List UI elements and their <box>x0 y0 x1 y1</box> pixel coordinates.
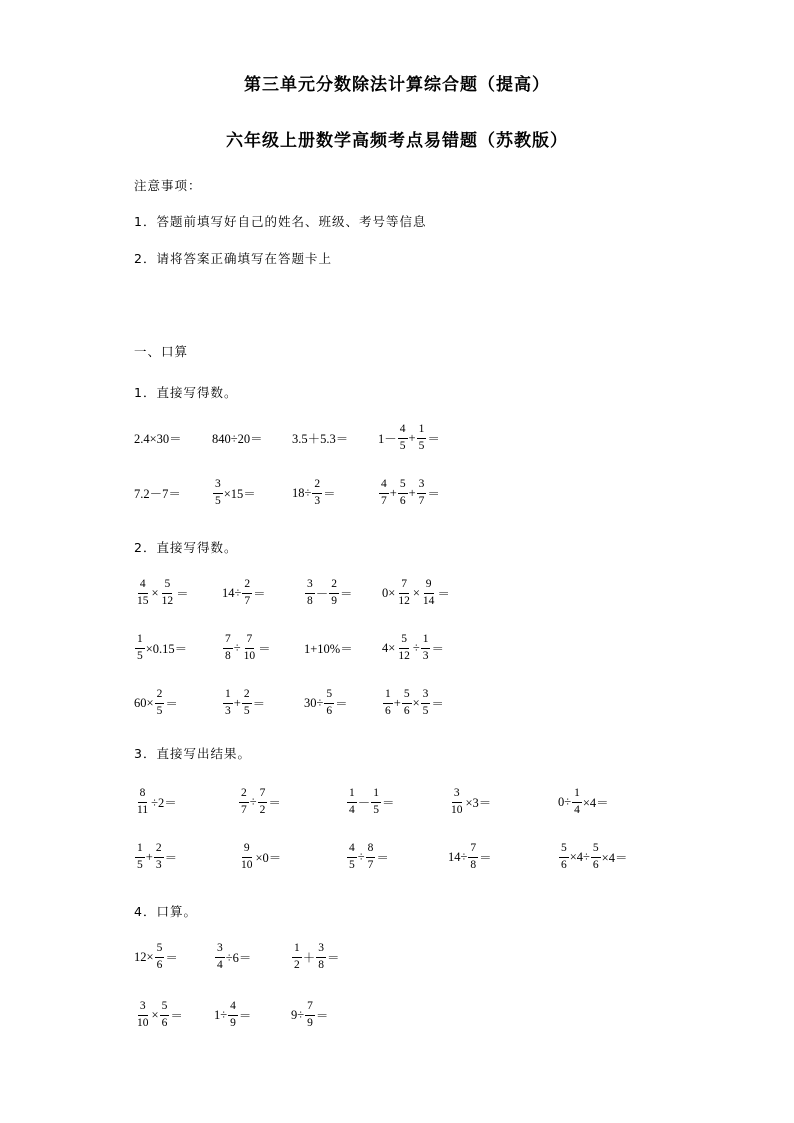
fraction-numerator: 1 <box>383 689 393 704</box>
fraction-numerator: 2 <box>154 843 164 858</box>
expression-text: × <box>412 695 420 710</box>
fraction <box>242 689 252 717</box>
math-expression <box>292 479 336 507</box>
fraction-numerator: 4 <box>379 479 389 494</box>
expression-text: ＋ <box>302 951 316 965</box>
expression-text: + <box>233 695 241 710</box>
fraction-numerator: 3 <box>138 1001 148 1016</box>
fraction <box>305 1001 315 1029</box>
fraction-numerator: 5 <box>162 579 172 594</box>
fraction-numerator: 3 <box>421 689 431 704</box>
fraction-denominator: 6 <box>592 858 599 871</box>
fraction-denominator: 8 <box>307 594 313 607</box>
expression-text: 9÷ <box>291 1007 305 1022</box>
math-expression <box>304 689 348 717</box>
page-title: 第三单元分数除法计算综合题（提高） <box>244 75 550 95</box>
fraction-denominator: 11 <box>137 803 149 816</box>
math-expression <box>134 634 187 662</box>
fraction <box>559 843 569 871</box>
expression-text: ×0.15＝ <box>145 642 188 656</box>
fraction-numerator: 8 <box>366 843 376 858</box>
question-title: 2．直接写得数。 <box>134 540 238 555</box>
fraction <box>396 634 412 662</box>
expression-text: ＝ <box>431 642 444 656</box>
expression-text: ＝ <box>479 851 492 865</box>
math-expression <box>558 788 609 816</box>
math-expression <box>238 788 281 816</box>
note-item: 2．请将答案正确填写在答题卡上 <box>134 251 332 266</box>
fraction-denominator: 5 <box>349 858 355 871</box>
expression-text: ＝ <box>427 432 440 446</box>
math-expression <box>346 843 389 871</box>
fraction-numerator: 5 <box>160 1001 170 1016</box>
expression-text: ＝ <box>165 697 178 711</box>
expression-text: ×4＝ <box>582 796 609 810</box>
expression-text: × <box>151 1007 159 1022</box>
expression-text: ÷ <box>357 849 365 864</box>
expression-text: 30÷ <box>304 695 324 710</box>
expression-text: ＝ <box>164 851 178 865</box>
fraction-denominator: 8 <box>318 958 325 971</box>
fraction-denominator: 7 <box>367 858 374 871</box>
expression-text: ×3＝ <box>465 796 492 810</box>
fraction-numerator: 3 <box>215 943 225 958</box>
fraction-denominator: 2 <box>259 803 266 816</box>
fraction-denominator: 3 <box>225 704 231 717</box>
fraction <box>305 579 315 607</box>
fraction-numerator: 5 <box>591 843 601 858</box>
math-expression <box>292 429 348 447</box>
math-expression <box>134 1001 183 1029</box>
fraction-denominator: 12 <box>398 594 410 607</box>
fraction-denominator: 5 <box>215 494 221 507</box>
fraction-denominator: 6 <box>326 704 333 717</box>
fraction <box>468 843 478 871</box>
expression-text: + <box>389 485 397 500</box>
math-expression <box>222 689 265 717</box>
math-expression <box>214 943 251 971</box>
fraction <box>316 943 326 971</box>
math-expression <box>378 479 440 507</box>
fraction <box>154 843 164 871</box>
expression-text: ÷6＝ <box>225 951 252 965</box>
expression-text: ×15＝ <box>223 487 256 501</box>
fraction-numerator: 7 <box>468 843 478 858</box>
math-expression <box>382 634 444 662</box>
math-expression <box>346 788 395 816</box>
expression-text: 0× <box>382 585 396 600</box>
fraction-denominator: 12 <box>161 594 174 607</box>
fraction-denominator: 6 <box>561 858 567 871</box>
math-expression <box>134 484 181 502</box>
fraction-numerator: 7 <box>245 634 255 649</box>
fraction-denominator: 7 <box>244 594 251 607</box>
fraction-numerator: 2 <box>155 689 165 704</box>
fraction-denominator: 6 <box>156 958 163 971</box>
expression-text: ×4＝ <box>601 851 628 865</box>
fraction-numerator: 8 <box>138 788 148 803</box>
expression-text: ×0＝ <box>255 851 282 865</box>
expression-text: 7.2－7＝ <box>134 487 181 501</box>
math-expression <box>304 579 353 607</box>
fraction-denominator: 5 <box>373 803 380 816</box>
fraction <box>228 1001 238 1029</box>
expression-text: ＝ <box>258 642 271 656</box>
math-expression <box>448 788 491 816</box>
fraction <box>329 579 339 607</box>
fraction-denominator: 3 <box>314 494 321 507</box>
fraction-numerator: 1 <box>421 634 431 649</box>
fraction <box>417 479 427 507</box>
expression-text: ＝ <box>170 1009 183 1023</box>
fraction-denominator: 7 <box>381 494 387 507</box>
expression-text: 12× <box>134 949 154 964</box>
expression-text: 2.4×30＝ <box>134 432 182 446</box>
fraction-numerator: 3 <box>316 943 326 958</box>
expression-text: + <box>393 695 401 710</box>
expression-text: 60× <box>134 695 154 710</box>
fraction <box>155 689 165 717</box>
fraction-numerator: 3 <box>305 579 315 594</box>
fraction-numerator: 3 <box>213 479 223 494</box>
page-subtitle: 六年级上册数学高频考点易错题（苏教版） <box>226 131 568 151</box>
expression-text: ＝ <box>431 697 444 711</box>
fraction-numerator: 4 <box>228 1001 238 1016</box>
expression-text: 1÷ <box>214 1007 228 1022</box>
math-expression <box>212 429 263 447</box>
fraction-denominator: 6 <box>403 704 410 717</box>
fraction <box>312 479 322 507</box>
fraction-denominator: 8 <box>225 649 231 662</box>
fraction <box>379 479 389 507</box>
fraction-denominator: 6 <box>385 704 391 717</box>
expression-text: 0÷ <box>558 794 572 809</box>
fraction <box>135 788 150 816</box>
expression-text: 14÷ <box>222 585 242 600</box>
fraction <box>421 579 437 607</box>
expression-text: ＝ <box>376 851 389 865</box>
math-expression <box>304 639 353 657</box>
fraction-denominator: 5 <box>422 704 429 717</box>
fraction-denominator: 2 <box>294 958 300 971</box>
math-expression <box>134 843 177 871</box>
expression-text: 1+10%＝ <box>304 642 353 656</box>
fraction-denominator: 15 <box>137 594 149 607</box>
fraction-numerator: 2 <box>329 579 339 594</box>
fraction <box>396 579 412 607</box>
expression-text: + <box>145 849 153 864</box>
expression-text: － <box>315 587 329 601</box>
expression-text: ＝ <box>437 587 450 601</box>
fraction <box>371 788 381 816</box>
fraction-numerator: 5 <box>399 634 409 649</box>
fraction <box>135 843 145 871</box>
fraction-numerator: 5 <box>398 479 408 494</box>
fraction-denominator: 3 <box>422 649 429 662</box>
fraction-numerator: 2 <box>312 479 322 494</box>
expression-text: ÷2＝ <box>151 796 177 810</box>
fraction <box>421 689 431 717</box>
fraction-numerator: 9 <box>242 843 252 858</box>
fraction-numerator: 5 <box>402 689 412 704</box>
math-expression <box>134 943 178 971</box>
expression-text: ＝ <box>238 1009 252 1023</box>
fraction-numerator: 3 <box>452 788 462 803</box>
fraction <box>591 843 601 871</box>
math-expression <box>222 579 266 607</box>
expression-text: ÷ <box>233 640 241 655</box>
fraction <box>155 943 165 971</box>
expression-text: ＝ <box>176 587 189 601</box>
expression-text: 4× <box>382 640 396 655</box>
fraction-denominator: 12 <box>398 649 410 662</box>
fraction-numerator: 1 <box>135 843 145 858</box>
expression-text: ＝ <box>382 796 395 810</box>
fraction-denominator: 10 <box>241 858 253 871</box>
fraction-denominator: 8 <box>470 858 477 871</box>
fraction-numerator: 1 <box>347 788 357 803</box>
math-expression <box>134 788 177 816</box>
fraction-denominator: 9 <box>307 1016 313 1029</box>
fraction-denominator: 5 <box>243 704 250 717</box>
fraction <box>223 689 233 717</box>
fraction-numerator: 4 <box>347 843 357 858</box>
expression-text: ＝ <box>165 951 178 965</box>
fraction <box>347 788 357 816</box>
fraction-numerator: 1 <box>292 943 302 958</box>
math-expression <box>134 579 189 607</box>
expression-text: ＝ <box>340 587 353 601</box>
fraction <box>347 843 357 871</box>
math-expression <box>448 843 492 871</box>
fraction <box>398 424 408 452</box>
fraction <box>449 788 465 816</box>
fraction-numerator: 1 <box>223 689 233 704</box>
fraction <box>383 689 393 717</box>
math-expression <box>134 429 182 447</box>
fraction-denominator: 7 <box>241 803 247 816</box>
expression-text: 1－ <box>378 432 397 446</box>
expression-text: ＝ <box>253 587 266 601</box>
expression-text: － <box>357 796 371 810</box>
question-title: 3．直接写出结果。 <box>134 746 251 761</box>
fraction-denominator: 10 <box>451 803 463 816</box>
fraction-numerator: 7 <box>399 579 409 594</box>
fraction-numerator: 7 <box>258 788 268 803</box>
expression-text: 14÷ <box>448 849 468 864</box>
fraction-denominator: 3 <box>155 858 162 871</box>
fraction-denominator: 6 <box>161 1016 168 1029</box>
fraction-numerator: 5 <box>324 689 334 704</box>
fraction-numerator: 2 <box>239 788 249 803</box>
math-expression <box>382 689 444 717</box>
expression-text: ＝ <box>315 1009 329 1023</box>
fraction-denominator: 5 <box>418 439 425 452</box>
fraction-numerator: 5 <box>559 843 569 858</box>
fraction-numerator: 7 <box>223 634 233 649</box>
fraction-numerator: 1 <box>135 634 145 649</box>
fraction-numerator: 1 <box>572 788 582 803</box>
fraction <box>402 689 412 717</box>
fraction-denominator: 10 <box>137 1016 149 1029</box>
fraction-denominator: 10 <box>243 649 256 662</box>
expression-text: 3.5＋5.3＝ <box>292 432 349 446</box>
question-title: 1．直接写得数。 <box>134 385 238 400</box>
fraction <box>213 479 223 507</box>
fraction <box>160 579 176 607</box>
fraction-numerator: 1 <box>417 424 427 439</box>
expression-text: ＝ <box>327 951 340 965</box>
expression-text: + <box>408 430 416 445</box>
fraction-denominator: 14 <box>422 594 435 607</box>
fraction-numerator: 7 <box>305 1001 315 1016</box>
math-expression <box>291 1001 328 1029</box>
fraction <box>160 1001 170 1029</box>
expression-text: × <box>151 585 159 600</box>
fraction <box>324 689 334 717</box>
fraction-numerator: 5 <box>155 943 165 958</box>
fraction <box>417 424 427 452</box>
fraction <box>366 843 376 871</box>
fraction <box>292 943 302 971</box>
fraction-numerator: 2 <box>242 579 252 594</box>
fraction-numerator: 4 <box>398 424 408 439</box>
notes-label: 注意事项： <box>134 178 202 193</box>
fraction-numerator: 9 <box>424 579 434 594</box>
math-expression <box>222 634 271 662</box>
fraction-denominator: 5 <box>137 649 143 662</box>
expression-text: 18÷ <box>292 485 312 500</box>
fraction-denominator: 6 <box>399 494 406 507</box>
fraction-numerator: 3 <box>417 479 427 494</box>
note-item: 1．答题前填写好自己的姓名、班级、考号等信息 <box>134 214 427 229</box>
expression-text: ×4÷ <box>569 849 590 864</box>
fraction-numerator: 4 <box>138 579 148 594</box>
fraction <box>242 634 258 662</box>
fraction-denominator: 4 <box>217 958 223 971</box>
fraction <box>398 479 408 507</box>
expression-text: ÷ <box>249 794 257 809</box>
fraction <box>239 788 249 816</box>
expression-text: ＝ <box>268 796 281 810</box>
expression-text: ÷ <box>412 640 420 655</box>
fraction-denominator: 5 <box>137 858 143 871</box>
fraction-numerator: 2 <box>242 689 252 704</box>
fraction <box>135 579 151 607</box>
fraction-denominator: 5 <box>399 439 406 452</box>
section-heading: 一、口算 <box>134 344 189 359</box>
fraction <box>239 843 255 871</box>
math-expression <box>214 1001 251 1029</box>
expression-text: ＝ <box>335 697 348 711</box>
fraction-denominator: 4 <box>574 803 580 816</box>
expression-text: ＝ <box>427 487 440 501</box>
fraction <box>258 788 268 816</box>
fraction <box>242 579 252 607</box>
expression-text: + <box>408 485 416 500</box>
math-expression <box>238 843 281 871</box>
fraction-denominator: 5 <box>156 704 163 717</box>
fraction <box>421 634 431 662</box>
fraction <box>215 943 225 971</box>
fraction-denominator: 9 <box>230 1016 236 1029</box>
math-expression <box>212 479 256 507</box>
math-expression <box>291 943 340 971</box>
fraction-denominator: 7 <box>418 494 425 507</box>
fraction-denominator: 4 <box>349 803 355 816</box>
fraction <box>135 634 145 662</box>
fraction-denominator: 9 <box>331 594 338 607</box>
fraction-numerator: 1 <box>371 788 381 803</box>
math-expression <box>134 689 178 717</box>
math-expression <box>378 424 440 452</box>
expression-text: × <box>412 585 420 600</box>
question-title: 4．口算。 <box>134 904 197 919</box>
math-expression <box>558 843 627 871</box>
fraction <box>135 1001 151 1029</box>
fraction <box>572 788 582 816</box>
expression-text: 840÷20＝ <box>212 432 263 446</box>
fraction <box>223 634 233 662</box>
math-expression <box>382 579 450 607</box>
expression-text: ＝ <box>323 487 336 501</box>
expression-text: ＝ <box>252 697 266 711</box>
